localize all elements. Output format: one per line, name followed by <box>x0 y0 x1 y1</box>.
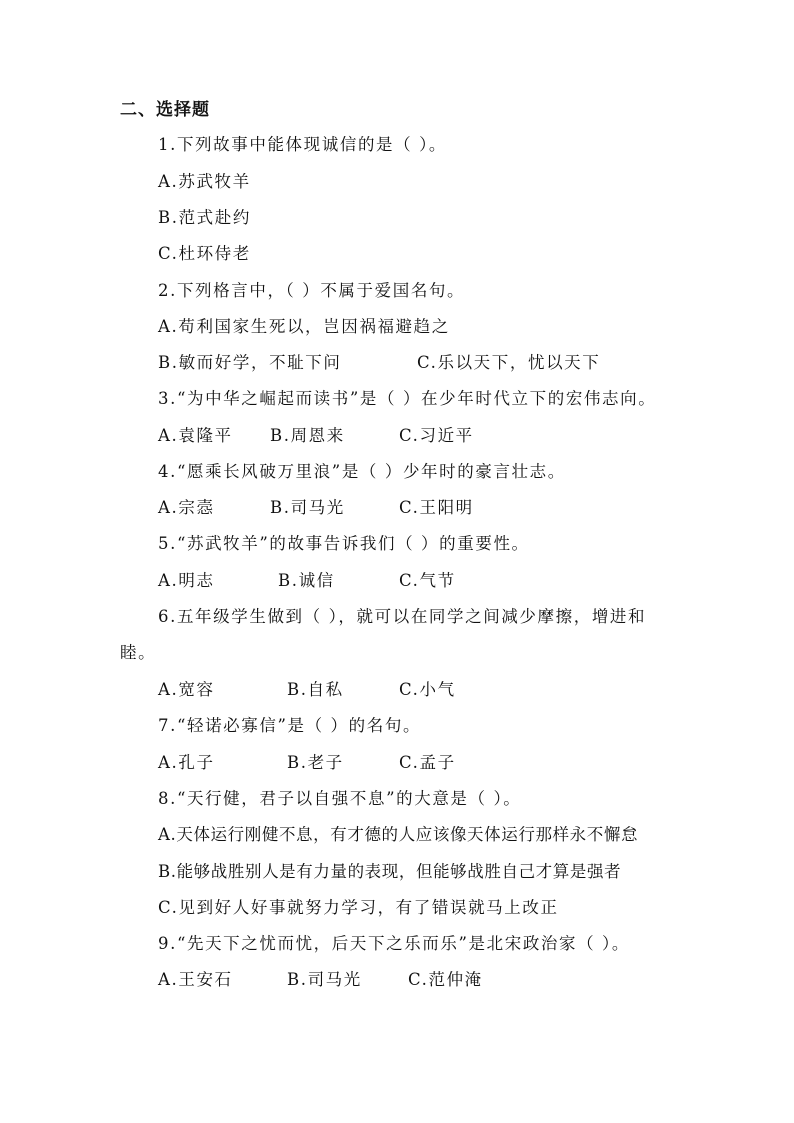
question-3-stem: 3.“为中华之崛起而读书”是（ ）在少年时代立下的宏伟志向。 <box>158 389 657 408</box>
question-1-option-b: B.范式赴约 <box>158 208 251 227</box>
question-2-stem: 2.下列格言中，（ ）不属于爱国名句。 <box>158 281 466 300</box>
question-1-option-a: A.苏武牧羊 <box>158 172 251 191</box>
question-3-option-b: B.周恩来 <box>270 426 345 445</box>
question-6-option-b: B.自私 <box>287 680 344 699</box>
question-5-option-b: B.诚信 <box>278 571 335 590</box>
question-2-option-a: A.苟利国家生死以，岂因祸福避趋之 <box>158 317 450 336</box>
question-6-stem: 6.五年级学生做到（ ），就可以在同学之间减少摩擦，增进和 <box>158 607 647 626</box>
question-9-option-b: B.司马光 <box>287 970 362 989</box>
question-2-option-b: B.敏而好学，不耻下问 <box>158 353 342 372</box>
question-8-option-c: C.见到好人好事就努力学习，有了错误就马上改正 <box>158 898 559 917</box>
question-3-option-c: C.习近平 <box>399 426 474 445</box>
question-5-stem: 5.“苏武牧羊”的故事告诉我们（ ）的重要性。 <box>158 534 530 553</box>
question-8-option-b: B.能够战胜别人是有力量的表现，但能够战胜自己才算是强者 <box>158 862 622 881</box>
question-7-stem: 7.“轻诺必寡信”是（ ）的名句。 <box>158 716 422 735</box>
question-9-option-c: C.范仲淹 <box>408 970 483 989</box>
question-5-option-c: C.气节 <box>399 571 456 590</box>
question-9-option-a: A.王安石 <box>158 970 233 989</box>
question-8-stem: 8.“天行健，君子以自强不息”的大意是（ ）。 <box>158 789 522 808</box>
question-2-option-c: C.乐以天下，忧以天下 <box>417 353 601 372</box>
question-6-option-a: A.宽容 <box>158 680 215 699</box>
question-4-option-c: C.王阳明 <box>399 498 474 517</box>
question-3-option-a: A.袁隆平 <box>158 426 233 445</box>
question-1-option-c: C.杜环侍老 <box>158 244 251 263</box>
question-7-option-c: C.孟子 <box>399 753 456 772</box>
question-6-stem-continued: 睦。 <box>120 643 157 662</box>
question-6-option-c: C.小气 <box>399 680 456 699</box>
question-4-option-a: A.宗悫 <box>158 498 215 517</box>
question-7-option-b: B.老子 <box>287 753 344 772</box>
question-1-stem: 1.下列故事中能体现诚信的是（ ）。 <box>158 135 448 154</box>
section-title: 二、选择题 <box>120 100 210 120</box>
question-9-stem: 9.“先天下之忧而忧，后天下之乐而乐”是北宋政治家（ ）。 <box>158 934 631 953</box>
question-4-stem: 4.“愿乘长风破万里浪”是（ ）少年时的豪言壮志。 <box>158 462 566 481</box>
question-8-option-a: A.天体运行刚健不息，有才德的人应该像天体运行那样永不懈怠 <box>158 825 639 844</box>
question-4-option-b: B.司马光 <box>270 498 345 517</box>
question-7-option-a: A.孔子 <box>158 753 215 772</box>
question-5-option-a: A.明志 <box>158 571 215 590</box>
